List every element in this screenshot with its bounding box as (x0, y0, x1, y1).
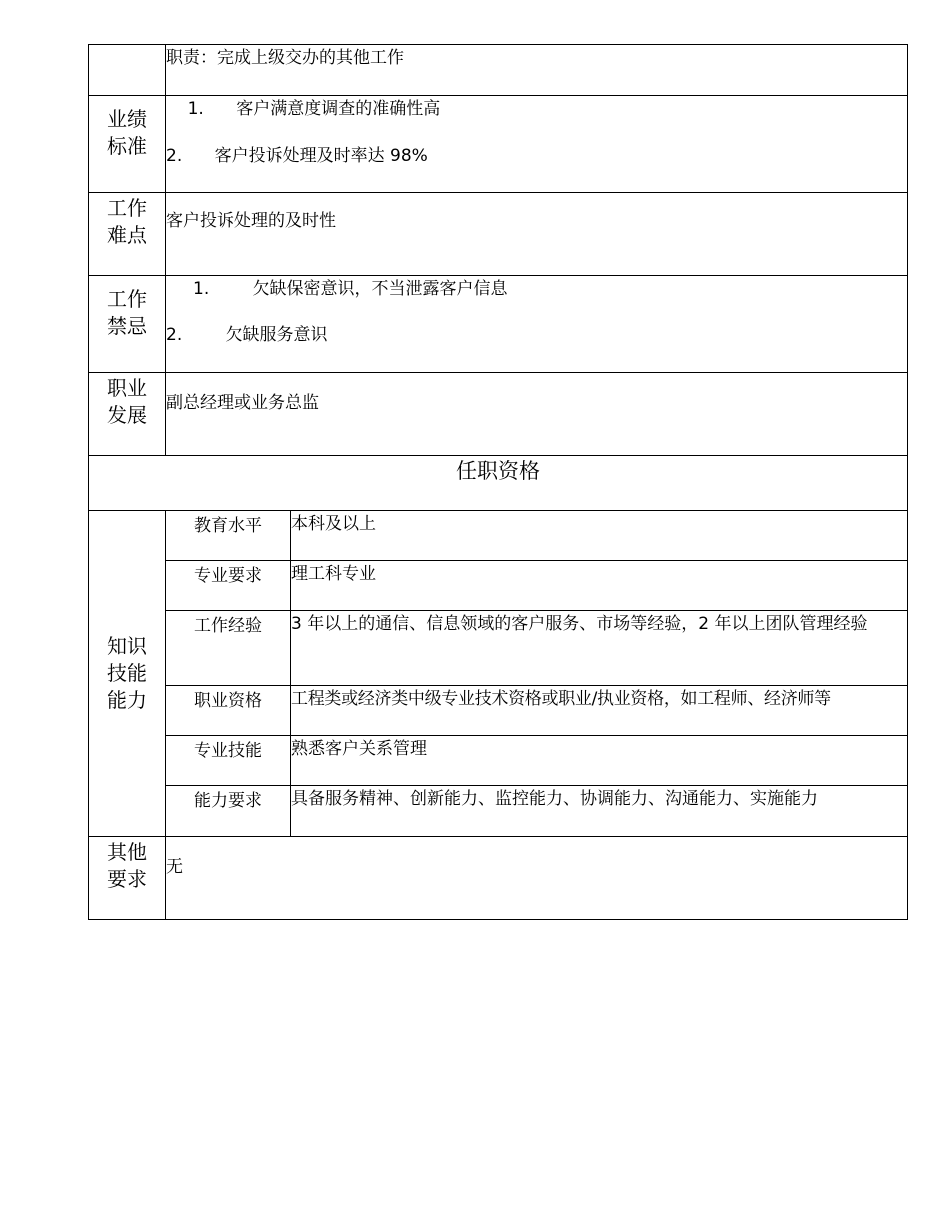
taboos-content (166, 276, 908, 373)
taboos-item-1: 1. 欠缺保密意识，不当泄露客户信息 (166, 279, 508, 299)
knowledge-name-ability: 能力要求 (166, 786, 291, 837)
knowledge-name-certification: 职业资格 (166, 686, 291, 736)
performance-item-2: 2. 客户投诉处理及时率达 98% (166, 146, 428, 166)
other-row (89, 837, 908, 920)
knowledge-value-ability: 具备服务精神、创新能力、监控能力、协调能力、沟通能力、实施能力 (291, 786, 908, 837)
taboos-item-2: 2. 欠缺服务意识 (166, 325, 328, 345)
job-description-table (88, 44, 908, 920)
other-text: 无 (166, 837, 908, 920)
knowledge-label: 知识技能能力 (89, 511, 166, 837)
qualification-heading-row (89, 456, 908, 511)
knowledge-row (89, 611, 908, 686)
knowledge-value-experience: 3 年以上的通信、信息领域的客户服务、市场等经验，2 年以上团队管理经验 (291, 611, 908, 686)
other-label: 其他要求 (89, 837, 166, 920)
difficulty-row (89, 193, 908, 276)
knowledge-value-education: 本科及以上 (291, 511, 908, 561)
knowledge-row (89, 786, 908, 837)
career-row (89, 373, 908, 456)
difficulty-label: 工作难点 (89, 193, 166, 276)
qualification-heading: 任职资格 (89, 456, 908, 511)
duties-label-cell (89, 45, 166, 96)
knowledge-name-education: 教育水平 (166, 511, 291, 561)
knowledge-name-experience: 工作经验 (166, 611, 291, 686)
performance-row (89, 96, 908, 193)
knowledge-value-skills: 熟悉客户关系管理 (291, 736, 908, 786)
duties-row (89, 45, 908, 96)
knowledge-row (89, 736, 908, 786)
difficulty-text: 客户投诉处理的及时性 (166, 193, 908, 276)
knowledge-row (89, 686, 908, 736)
performance-label: 业绩标准 (89, 96, 166, 193)
knowledge-value-major: 理工科专业 (291, 561, 908, 611)
knowledge-value-certification: 工程类或经济类中级专业技术资格或职业/执业资格，如工程师、经济师等 (291, 686, 908, 736)
knowledge-row (89, 561, 908, 611)
duties-text: 职责：完成上级交办的其他工作 (166, 45, 908, 96)
knowledge-name-major: 专业要求 (166, 561, 291, 611)
performance-item-1: 1. 客户满意度调查的准确性高 (166, 99, 441, 119)
knowledge-name-skills: 专业技能 (166, 736, 291, 786)
performance-content (166, 96, 908, 193)
taboos-row (89, 276, 908, 373)
career-label: 职业发展 (89, 373, 166, 456)
taboos-label: 工作禁忌 (89, 276, 166, 373)
career-text: 副总经理或业务总监 (166, 373, 908, 456)
knowledge-row (89, 511, 908, 561)
